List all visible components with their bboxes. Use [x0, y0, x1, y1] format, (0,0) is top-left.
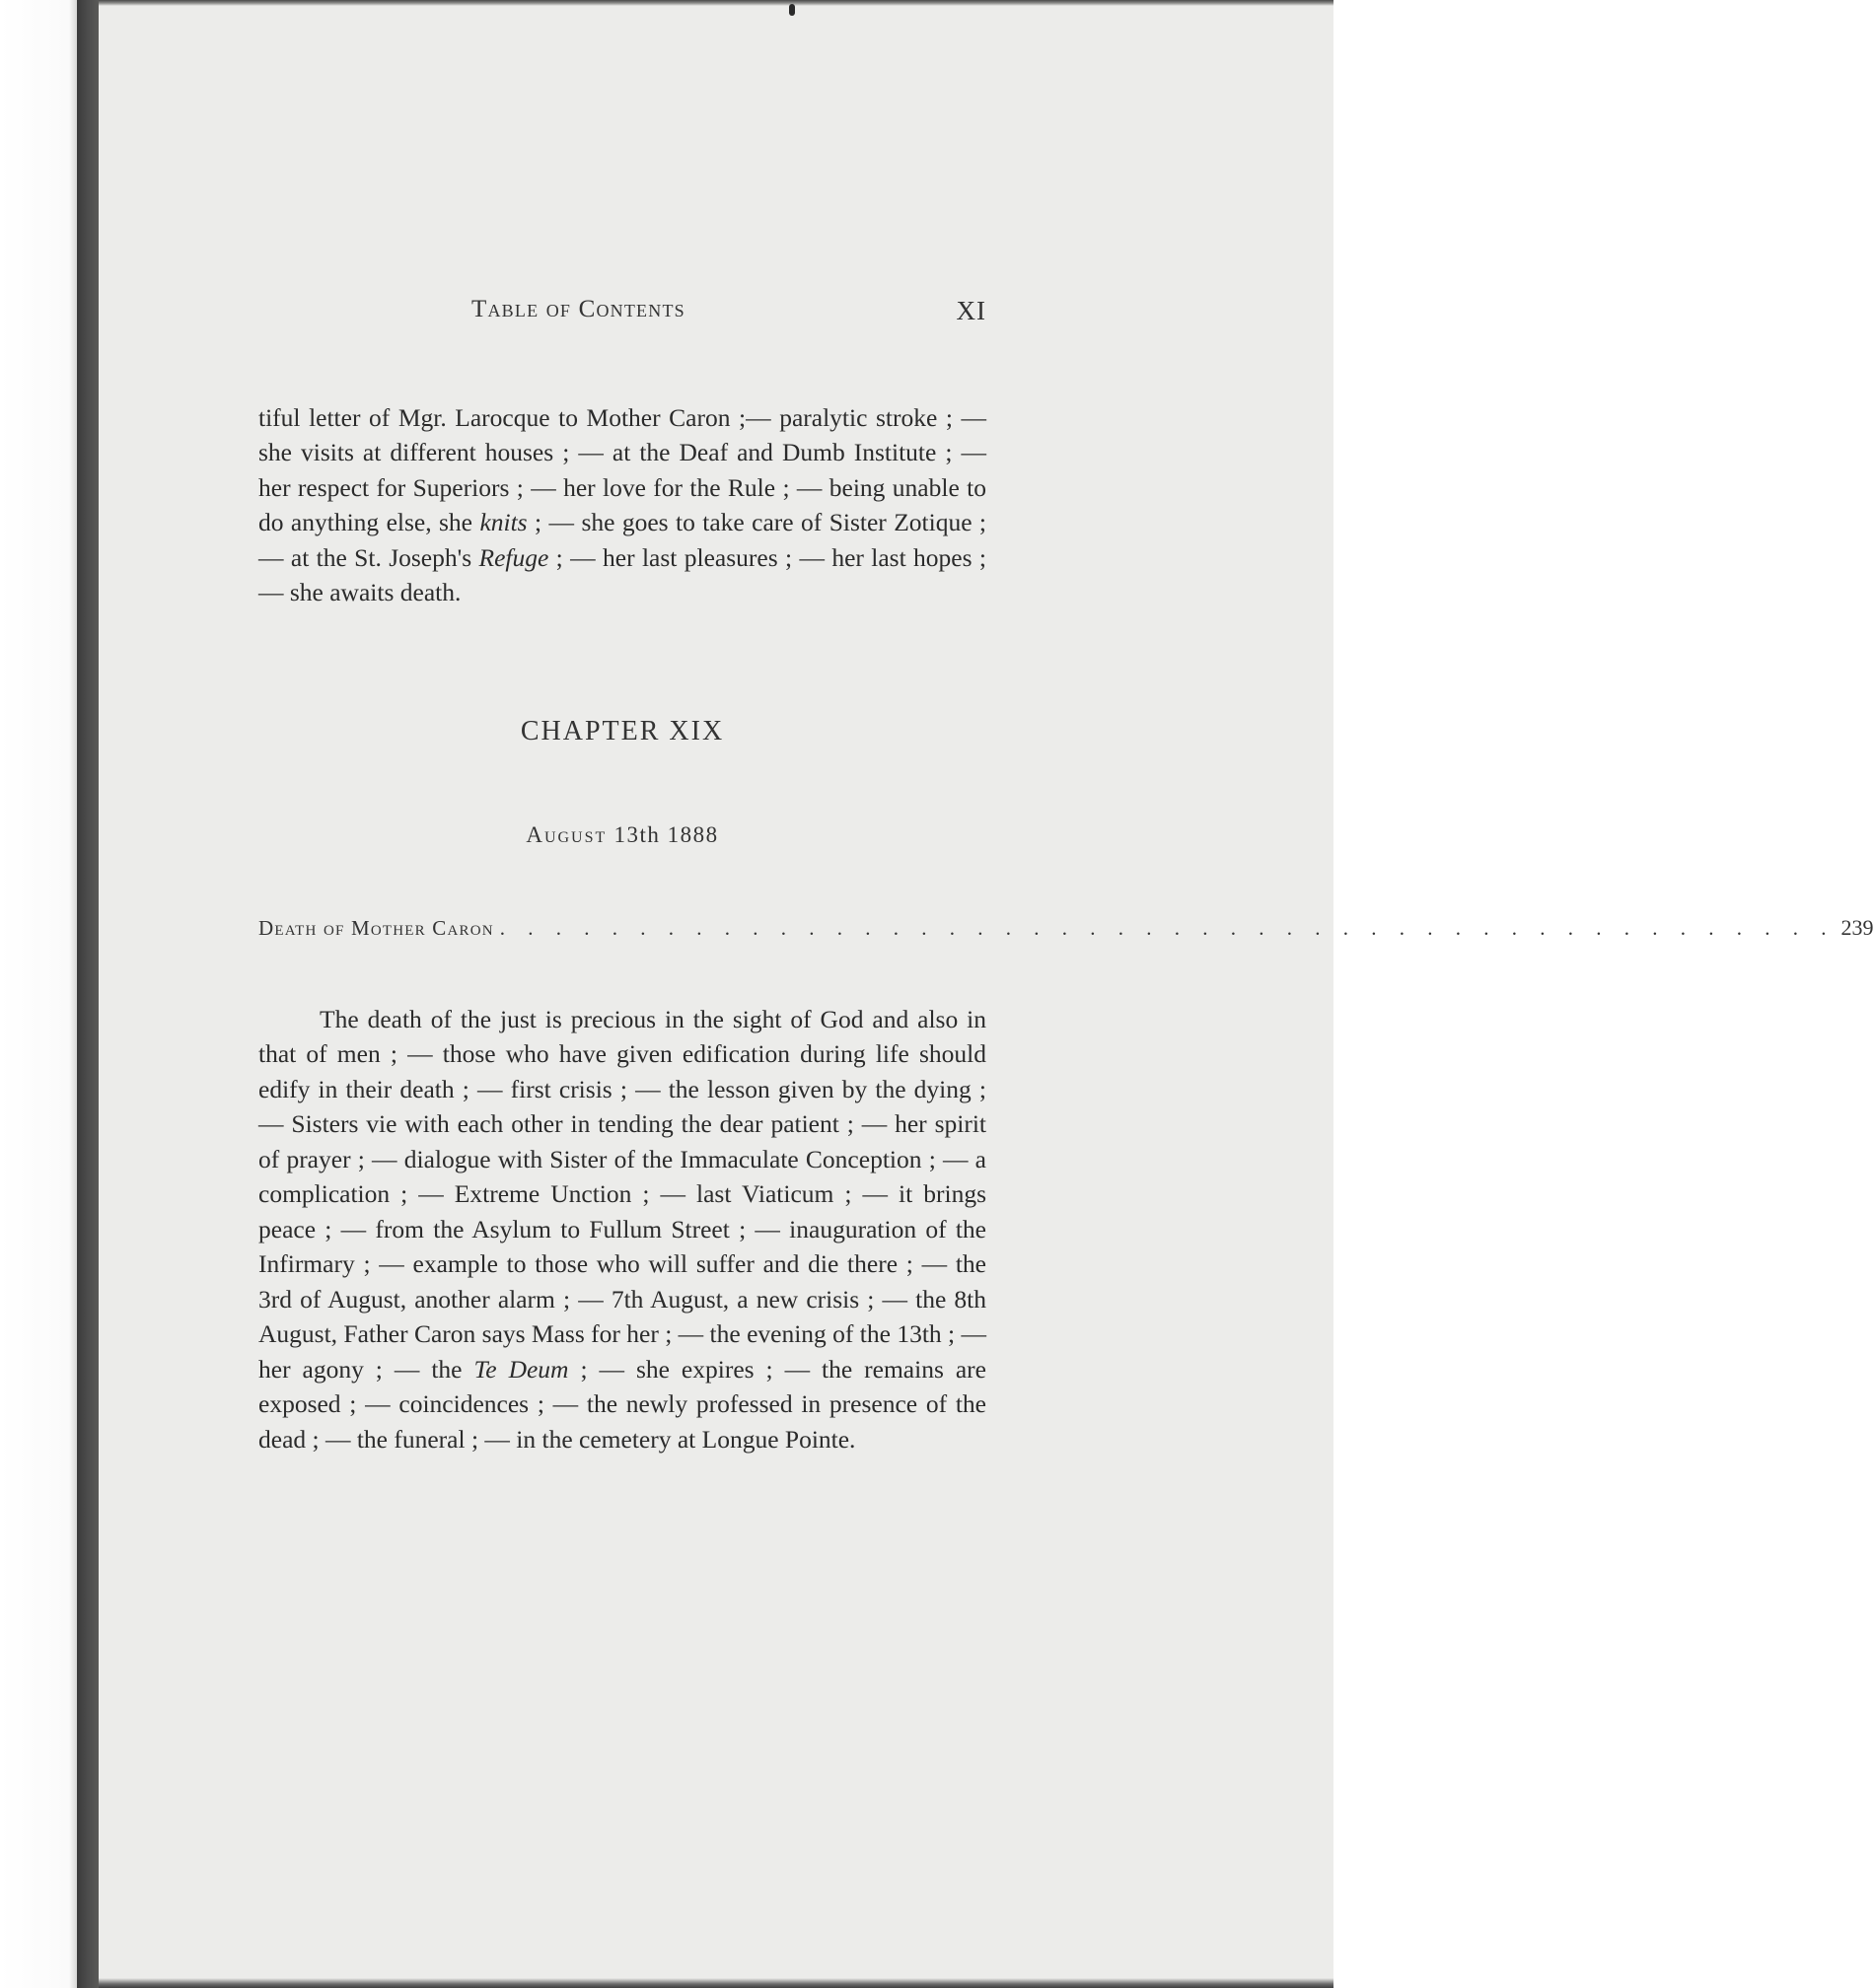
bottom-page-edge [99, 1978, 1333, 1988]
ink-speck [789, 4, 795, 16]
continued-summary-paragraph [258, 400, 986, 610]
summary-italic-text: knits [479, 508, 528, 536]
top-page-edge [99, 0, 1333, 6]
summary-text: ; — her last pleasures ; — her last hopes ; — she awaits death. [258, 542, 986, 606]
chapter-date-month: August [526, 822, 608, 847]
page-number: XI [956, 296, 986, 325]
summary-text: ; — she expires ; — the remains are exposed ; — coincidences ; — the newly professed in presence of the dead ; — the funeral ; — in the cemetery at Longue Pointe. [258, 1354, 986, 1454]
facing-page-edge [0, 0, 77, 1988]
book-spine-shadow [77, 0, 99, 1988]
chapter-date-rest: 13th 1888 [613, 822, 719, 847]
toc-entry [258, 915, 1874, 947]
summary-text: tiful letter of Mgr. Larocque to Mother Caron ;— paralytic stroke ; — she visits at different houses ; — at the Deaf and Dumb Institute ; — her respect for Superiors ; — her love for the Rule ; — being unable to do anything else, she [258, 402, 986, 536]
summary-italic-text: Refuge [478, 542, 549, 572]
summary-italic-text: Te Deum [473, 1354, 569, 1384]
running-head-title: Table of Contents [471, 296, 685, 322]
chapter-summary-paragraph [258, 1002, 986, 1457]
running-head [258, 296, 986, 331]
chapter-date [258, 822, 986, 848]
summary-text: The death of the just is precious in the sight of God and also in that of men ; — those who have given edification during life should edify in their death ; — first crisis ; — the lesson given by the dying ; — Sisters vie with each other in tending the dear patient ; — her spirit of prayer ; — dialogue with Sister of the Immaculate Conception ; — a complication ; — Extreme Unction ; — last Viaticum ; — it brings peace ; — from the Asylum to Fullum Street ; — inauguration of the Infirmary ; — example to those who will suffer and die there ; — the 3rd of August, another alarm ; — 7th August, a new crisis ; — the 8th August, Father Caron says Mass for her ; — the evening of the 13th ; — her agony ; — the [258, 1004, 986, 1384]
toc-entry-page: 239 [1840, 915, 1874, 940]
summary-text: ; — she goes to take care of Sister Zotique ; — at the St. Joseph's [258, 508, 987, 572]
toc-dot-leader: . . . . . . . . . . . . . . . . . . . . . . . . . . . . . . . . . . . . . . . . . . . . . . . . [499, 916, 1836, 940]
toc-entry-title: Death of Mother Caron [258, 916, 494, 940]
chapter-heading: CHAPTER XIX [520, 716, 725, 746]
